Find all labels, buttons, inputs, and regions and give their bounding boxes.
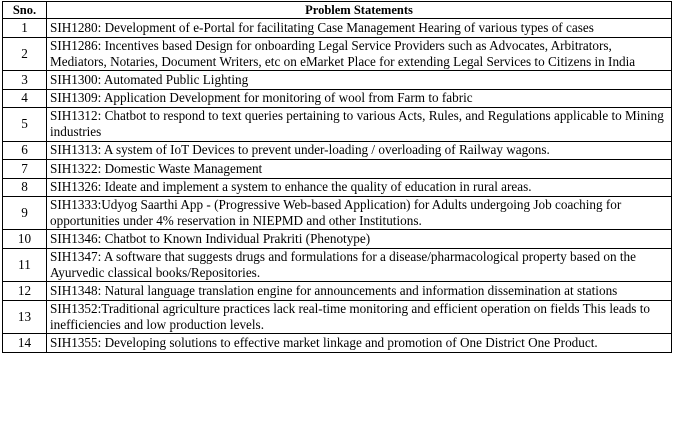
table-row [3,300,672,333]
row-sno: 2 [3,37,47,70]
table-row [3,19,672,38]
row-sno: 11 [3,248,47,281]
table-body [3,19,672,353]
row-statement: SIH1300: Automated Public Lighting [47,71,672,90]
row-sno: 5 [3,108,47,141]
row-sno: 7 [3,160,47,179]
row-statement: SIH1286: Incentives based Design for onboarding Legal Service Providers such as Advocates, Arbitrators, Mediators, Notaries, Document Writers, etc on eMarket Place for extending Legal Services to Citizens in India [47,37,672,70]
table-row [3,230,672,249]
row-statement: SIH1322: Domestic Waste Management [47,160,672,179]
row-sno: 3 [3,71,47,90]
table-row [3,197,672,230]
table-row [3,37,672,70]
row-statement: SIH1309: Application Development for monitoring of wool from Farm to fabric [47,89,672,108]
row-statement: SIH1313: A system of IoT Devices to prevent under-loading / overloading of Railway wagons. [47,141,672,160]
table-header-row [3,2,672,19]
table-row [3,160,672,179]
row-sno: 6 [3,141,47,160]
row-statement: SIH1352:Traditional agriculture practices lack real-time monitoring and efficient operation on fields This leads to inefficiencies and low production levels. [47,300,672,333]
table-row [3,334,672,353]
row-sno: 1 [3,19,47,38]
table-row [3,89,672,108]
row-statement: SIH1347: A software that suggests drugs and formulations for a disease/pharmacological property based on the Ayurvedic classical books/Repositories. [47,248,672,281]
row-sno: 4 [3,89,47,108]
row-statement: SIH1333:Udyog Saarthi App - (Progressive Web-based Application) for Adults undergoing Job coaching for opportunities under 4% reservation in NIEPMD and other Institutions. [47,197,672,230]
table-row [3,71,672,90]
table-row [3,108,672,141]
problem-statements-table [2,1,672,353]
row-sno: 9 [3,197,47,230]
header-sno: Sno. [3,2,47,19]
row-statement: SIH1312: Chatbot to respond to text queries pertaining to various Acts, Rules, and Regulations applicable to Mining industries [47,108,672,141]
row-statement: SIH1355: Developing solutions to effective market linkage and promotion of One District One Product. [47,334,672,353]
row-statement: SIH1348: Natural language translation engine for announcements and information dissemination at stations [47,282,672,301]
row-statement: SIH1346: Chatbot to Known Individual Prakriti (Phenotype) [47,230,672,249]
row-sno: 12 [3,282,47,301]
table-row [3,248,672,281]
header-problem-statements: Problem Statements [47,2,672,19]
row-sno: 14 [3,334,47,353]
row-statement: SIH1280: Development of e-Portal for facilitating Case Management Hearing of various types of cases [47,19,672,38]
table-row [3,141,672,160]
row-sno: 10 [3,230,47,249]
row-statement: SIH1326: Ideate and implement a system to enhance the quality of education in rural areas. [47,178,672,197]
table-row [3,282,672,301]
row-sno: 8 [3,178,47,197]
row-sno: 13 [3,300,47,333]
table-row [3,178,672,197]
